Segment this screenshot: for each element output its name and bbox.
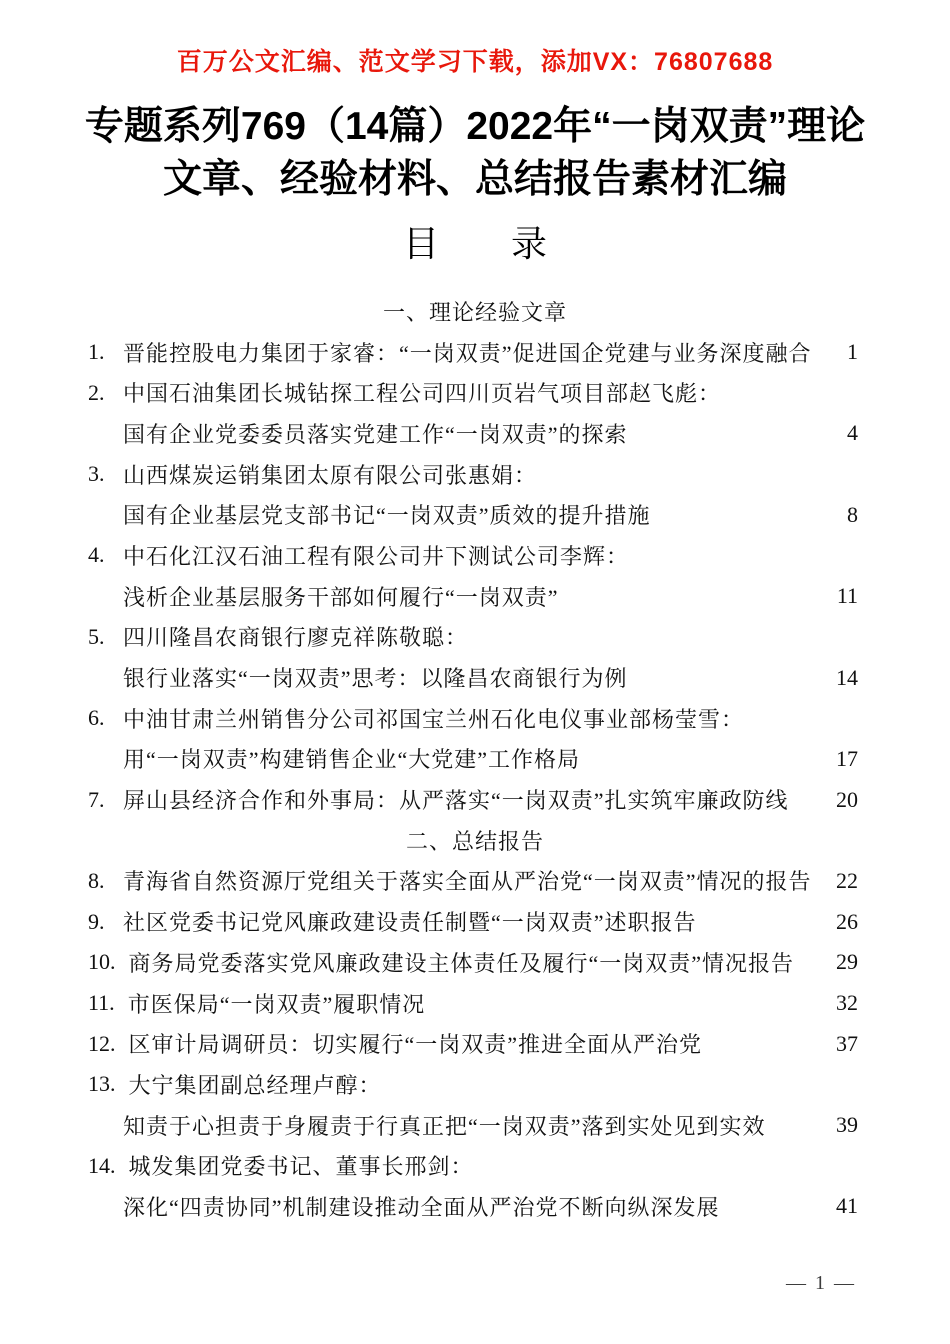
toc-item-number: 11. <box>88 990 115 1016</box>
toc-page-number: 32 <box>836 990 858 1016</box>
toc-item-text: 中石化江汉石油工程有限公司井下测试公司李辉： <box>123 543 630 569</box>
toc-item-row <box>0 1023 950 1064</box>
toc-continuation-row <box>0 413 950 454</box>
toc-item-text: 中油甘肃兰州销售分公司祁国宝兰州石化电仪事业部杨莹雪： <box>123 706 745 732</box>
toc-item-text: 屏山县经济合作和外事局：从严落实“一岗双责”扎实筑牢廉政防线 <box>123 788 789 814</box>
toc-item-text: 晋能控股电力集团于家睿：“一岗双责”促进国企党建与业务深度融合 <box>123 340 812 366</box>
toc-page-number: 29 <box>836 949 858 975</box>
toc-item-row <box>0 779 950 820</box>
toc-item-text: 商务局党委落实党风廉政建设主体责任及履行“一岗双责”情况报告 <box>128 950 795 976</box>
toc-item-text: 中国石油集团长城钻探工程公司四川页岩气项目部赵飞彪： <box>123 381 722 407</box>
toc-item-text: 社区党委书记党风廉政建设责任制暨“一岗双责”述职报告 <box>123 910 697 936</box>
toc-continuation-row <box>0 1105 950 1146</box>
promo-banner: 百万公文汇编、范文学习下载，添加VX：76807688 <box>176 48 774 76</box>
toc-item-text: 知责于心担责于身履责于行真正把“一岗双责”落到实处见到实效 <box>123 1113 766 1139</box>
toc-page-number: 41 <box>836 1193 858 1219</box>
toc-continuation-row <box>0 1186 950 1227</box>
toc-item-text: 深化“四责协同”机制建设推动全面从严治党不断向纵深发展 <box>123 1194 720 1220</box>
toc-page-number: 17 <box>836 745 858 771</box>
toc-item-text: 区审计局调研员：切实履行“一岗双责”推进全面从严治党 <box>128 1032 703 1058</box>
toc-item-number: 12. <box>88 1030 116 1056</box>
toc-item-number: 10. <box>88 949 116 975</box>
toc-item-row <box>0 861 950 902</box>
toc-item-number: 4. <box>88 542 105 568</box>
toc-page-number: 39 <box>836 1112 858 1138</box>
toc-item-row <box>0 1064 950 1105</box>
toc-page-number: 14 <box>836 664 858 690</box>
toc-item-text: 四川隆昌农商银行廖克祥陈敬聪： <box>123 625 469 651</box>
toc-list <box>0 291 950 1227</box>
toc-item-row <box>0 617 950 658</box>
toc-page-number: 20 <box>836 786 858 812</box>
toc-page-number: 11 <box>836 583 858 609</box>
toc-item-number: 8. <box>88 867 105 893</box>
toc-section-heading: 一、理论经验文章 <box>382 299 567 325</box>
toc-page-number: 37 <box>836 1030 858 1056</box>
toc-page-number: 1 <box>847 339 858 365</box>
toc-item-row <box>0 535 950 576</box>
toc-page-number: 26 <box>836 908 858 934</box>
toc-item-text: 市医保局“一岗双责”履职情况 <box>127 991 426 1017</box>
document-title <box>0 100 950 206</box>
document-title-line2: 文章、经验材料、总结报告素材汇编 <box>162 158 787 201</box>
toc-item-number: 1. <box>88 339 105 365</box>
toc-item-number: 5. <box>88 623 105 649</box>
toc-item-text: 城发集团党委书记、董事长邢剑： <box>128 1154 474 1180</box>
toc-item-row <box>0 1145 950 1186</box>
toc-item-text: 大宁集团副总经理卢醇： <box>128 1072 382 1098</box>
toc-item-number: 9. <box>88 908 105 934</box>
toc-item-row <box>0 454 950 495</box>
toc-item-row <box>0 698 950 739</box>
toc-page-number: 8 <box>847 501 858 527</box>
toc-page-number: 22 <box>836 867 858 893</box>
toc-item-text: 浅析企业基层服务干部如何履行“一岗双责” <box>123 584 559 610</box>
page-number: — 1 — <box>786 1272 856 1294</box>
toc-item-number: 7. <box>88 786 105 812</box>
toc-continuation-row <box>0 657 950 698</box>
toc-item-text: 国有企业基层党支部书记“一岗双责”质效的提升措施 <box>123 503 651 529</box>
toc-item-number: 3. <box>88 461 105 487</box>
toc-title: 目 录 <box>402 224 547 264</box>
toc-continuation-row <box>0 494 950 535</box>
toc-continuation-row <box>0 576 950 617</box>
toc-item-number: 2. <box>88 379 105 405</box>
toc-item-number: 14. <box>88 1152 116 1178</box>
toc-item-row <box>0 372 950 413</box>
toc-item-text: 国有企业党委委员落实党建工作“一岗双责”的探索 <box>123 421 628 447</box>
toc-page-number: 4 <box>847 420 858 446</box>
toc-item-row <box>0 942 950 983</box>
toc-item-text: 用“一岗双责”构建销售企业“大党建”工作格局 <box>123 747 581 773</box>
toc-item-text: 银行业落实“一岗双责”思考：以隆昌农商银行为例 <box>123 666 628 692</box>
toc-item-number: 13. <box>88 1071 116 1097</box>
toc-section-heading: 二、总结报告 <box>405 828 544 854</box>
toc-item-number: 6. <box>88 705 105 731</box>
toc-item-text: 山西煤炭运销集团太原有限公司张惠娟： <box>123 462 538 488</box>
toc-item-text: 青海省自然资源厅党组关于落实全面从严治党“一岗双责”情况的报告 <box>123 869 812 895</box>
toc-item-row <box>0 901 950 942</box>
document-title-line1: 专题系列769（14篇）2022年“一岗双责”理论 <box>84 105 866 148</box>
toc-item-row <box>0 332 950 373</box>
toc-continuation-row <box>0 739 950 780</box>
toc-item-row <box>0 983 950 1024</box>
